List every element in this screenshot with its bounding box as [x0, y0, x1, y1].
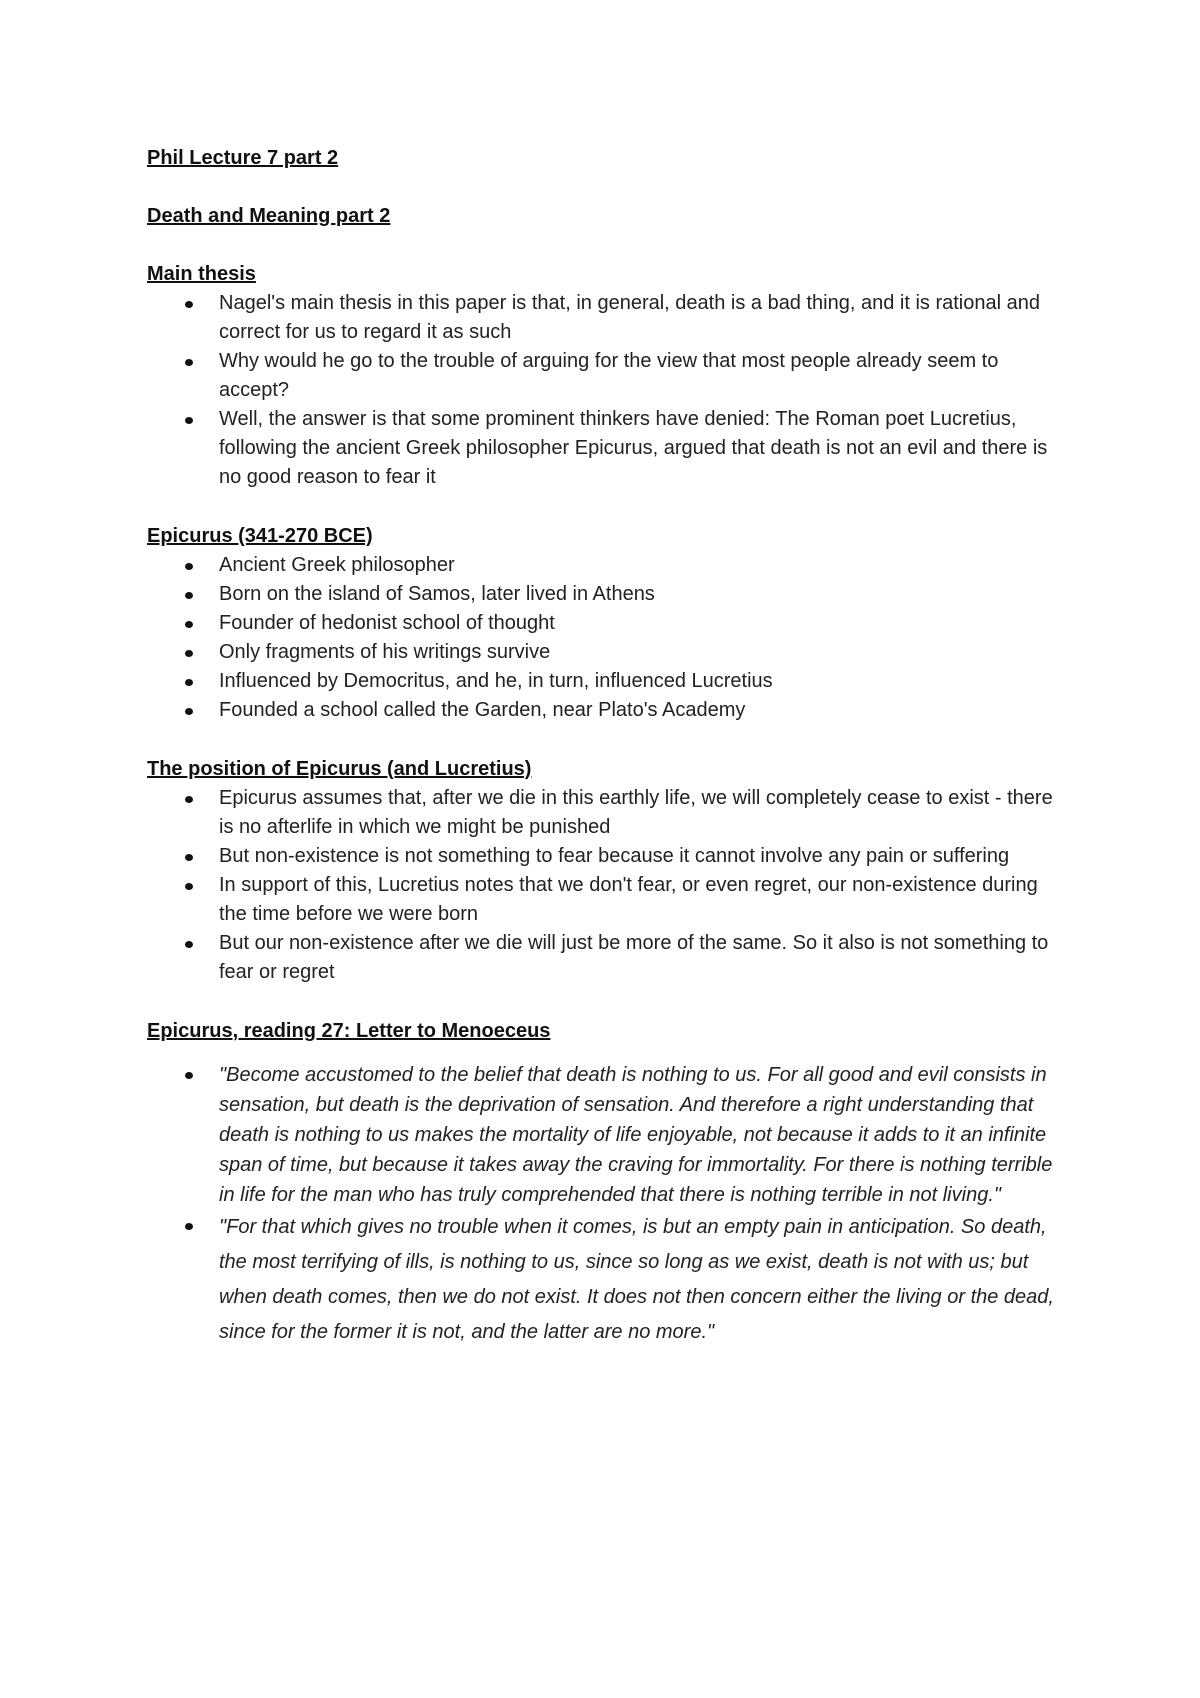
bullet-icon — [185, 359, 193, 366]
document-subtitle: Death and Meaning part 2 — [147, 205, 391, 227]
list-item-text: Ancient Greek philosopher — [219, 554, 455, 576]
document-page — [147, 143, 1067, 1350]
bullet-list — [147, 551, 1067, 725]
bullet-icon — [185, 883, 193, 890]
list-item-text: Founded a school called the Garden, near Plato's Academy — [219, 699, 746, 721]
spacer — [147, 987, 1067, 1016]
document-title: Phil Lecture 7 part 2 — [147, 147, 339, 169]
list-item — [219, 842, 1067, 871]
spacer — [147, 492, 1067, 521]
list-item — [219, 929, 1067, 987]
bullet-list — [147, 784, 1067, 987]
list-item-text: In support of this, Lucretius notes that we don't fear, or even regret, our non-existence during the time before we were born — [219, 874, 1038, 925]
list-item — [219, 667, 1067, 696]
list-item — [219, 609, 1067, 638]
quote-item — [219, 1210, 1067, 1350]
list-item — [219, 347, 1067, 405]
list-item-text: Nagel's main thesis in this paper is that, in general, death is a bad thing, and it is rational and correct for us to regard it as such — [219, 292, 1040, 343]
bullet-icon — [185, 621, 193, 628]
section-main-thesis — [147, 259, 1067, 492]
list-item — [219, 580, 1067, 609]
list-item — [219, 289, 1067, 347]
list-item-text: Well, the answer is that some prominent thinkers have denied: The Roman poet Lucretius, following the ancient Greek philosopher Epicurus, argued that death is not an evil and there is no good reason to fear it — [219, 408, 1048, 488]
list-item-text: Influenced by Democritus, and he, in turn, influenced Lucretius — [219, 670, 773, 692]
section-epicurus — [147, 521, 1067, 725]
section-reading — [147, 1016, 1067, 1350]
bullet-icon — [185, 417, 193, 424]
bullet-icon — [185, 1072, 193, 1079]
list-item-text: Only fragments of his writings survive — [219, 641, 551, 663]
section-position — [147, 754, 1067, 987]
list-item — [219, 784, 1067, 842]
list-item-text: Why would he go to the trouble of arguing for the view that most people already seem to accept? — [219, 350, 999, 401]
bullet-icon — [185, 1223, 193, 1230]
list-item — [219, 696, 1067, 725]
bullet-icon — [185, 592, 193, 599]
list-item — [219, 551, 1067, 580]
section-heading: Main thesis — [147, 263, 256, 285]
section-heading: Epicurus, reading 27: Letter to Menoeceus — [147, 1020, 551, 1042]
spacer — [147, 725, 1067, 754]
list-item-text: Founder of hedonist school of thought — [219, 612, 555, 634]
bullet-icon — [185, 708, 193, 715]
list-item-text: But our non-existence after we die will just be more of the same. So it also is not something to fear or regret — [219, 932, 1049, 983]
bullet-icon — [185, 301, 193, 308]
section-heading: The position of Epicurus (and Lucretius) — [147, 758, 532, 780]
list-item-text: Epicurus assumes that, after we die in this earthly life, we will completely cease to exist - there is no afterlife in which we might be punished — [219, 787, 1053, 838]
list-item — [219, 405, 1067, 492]
list-item-text: But non-existence is not something to fear because it cannot involve any pain or suffering — [219, 845, 1010, 867]
quote-text: "For that which gives no trouble when it comes, is but an empty pain in anticipation. So death, the most terrifying of ills, is nothing to us, since so long as we exist, death is not with us; but when death comes, then we do not exist. It does not then concern either the living or the dead, since for the former it is not, and the latter are no more." — [219, 1216, 1054, 1343]
quote-item — [219, 1060, 1067, 1210]
quote-text: "Become accustomed to the belief that death is nothing to us. For all good and evil consists in sensation, but death is the deprivation of sensation. And therefore a right understanding that death is nothing to us makes the mortality of life enjoyable, not because it adds to it an infinite span of time, but because it takes away the craving for immortality. For there is nothing terrible in life for the man who has truly comprehended that there is nothing terrible in not living." — [219, 1064, 1053, 1206]
bullet-icon — [185, 854, 193, 861]
list-item — [219, 638, 1067, 667]
bullet-list — [147, 289, 1067, 492]
list-item — [219, 871, 1067, 929]
bullet-icon — [185, 679, 193, 686]
bullet-icon — [185, 796, 193, 803]
quote-list — [147, 1060, 1067, 1350]
list-item-text: Born on the island of Samos, later lived in Athens — [219, 583, 655, 605]
section-heading: Epicurus (341-270 BCE) — [147, 525, 373, 547]
bullet-icon — [185, 941, 193, 948]
spacer — [147, 1046, 1067, 1060]
bullet-icon — [185, 563, 193, 570]
bullet-icon — [185, 650, 193, 657]
